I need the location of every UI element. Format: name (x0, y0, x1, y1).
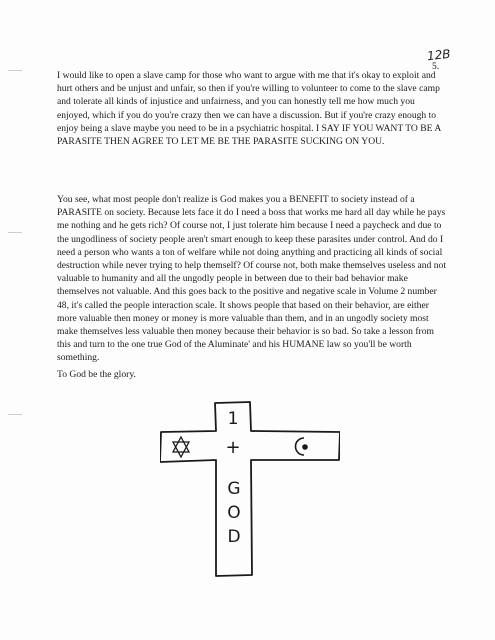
page-number: 5. (432, 62, 440, 72)
handwritten-page-label: 12B (426, 46, 452, 64)
cross-letter-g: G (227, 479, 241, 499)
paragraph-benefit-parasite: You see, what most people don't realize is God makes you a BENEFIT to society instead of a PARASITE on society. Because lets face it do I need a boss that works me hard all day while he pays me nothing and he gets rich? Of course not, I just tolerate him because I need a paycheck and due to the ungodliness of society people aren't smart enough to keep these parasites under control. And do I need a person who wants a ton of welfare while not doing anything and practicing all kinds of social destruction while never trying to help themself? Of course not, both make themselves useless and not valuable to humanity and all the ungodly people in between due to their bad behavior make themselves not valuable. And this goes back to the positive and negative scale in Volume 2 number 48, it's called the people interaction scale. It shows people that based on their behavior, are either more valuable then money or money is more valuable than them, and in an ungodly society most make themselves less valuable then money because their behavior is so bad. So take a lesson from this and turn to the one true God of the Aluminate' and his HUMANE law so you'll be worth something. (57, 194, 446, 364)
cross-numeral-one: 1 (227, 409, 239, 429)
hand-drawn-cross-drawing (160, 400, 340, 580)
scan-edge-mark (8, 232, 22, 233)
paragraph-closing: To God be the glory. (57, 369, 136, 380)
cross-plus-sign: + (225, 437, 241, 458)
cross-outline (160, 402, 340, 576)
scan-edge-mark (8, 70, 22, 71)
star-of-david-icon (173, 437, 189, 457)
scan-edge-mark (8, 414, 22, 415)
crescent-star-icon (296, 438, 308, 455)
cross-letter-o: O (227, 503, 241, 523)
cross-letter-d: D (227, 527, 241, 547)
paragraph-slave-camp: I would like to open a slave camp for those who want to argue with me that it's okay to exploit and hurt others and be unjust and unfair, so then if you're willing to volunteer to come to the slave camp and tolerate all kinds of injustice and unfairness, and you can honestly tell me how much you enjoyed, which if you do you're crazy then we can have a discussion. But if you're crazy enough to enjoy being a slave maybe you need to be in a psychiatric hospital. I SAY IF YOU WANT TO BE A PARASITE THEN AGREE TO LET ME BE THE PARASITE SUCKING ON YOU. (57, 70, 441, 148)
